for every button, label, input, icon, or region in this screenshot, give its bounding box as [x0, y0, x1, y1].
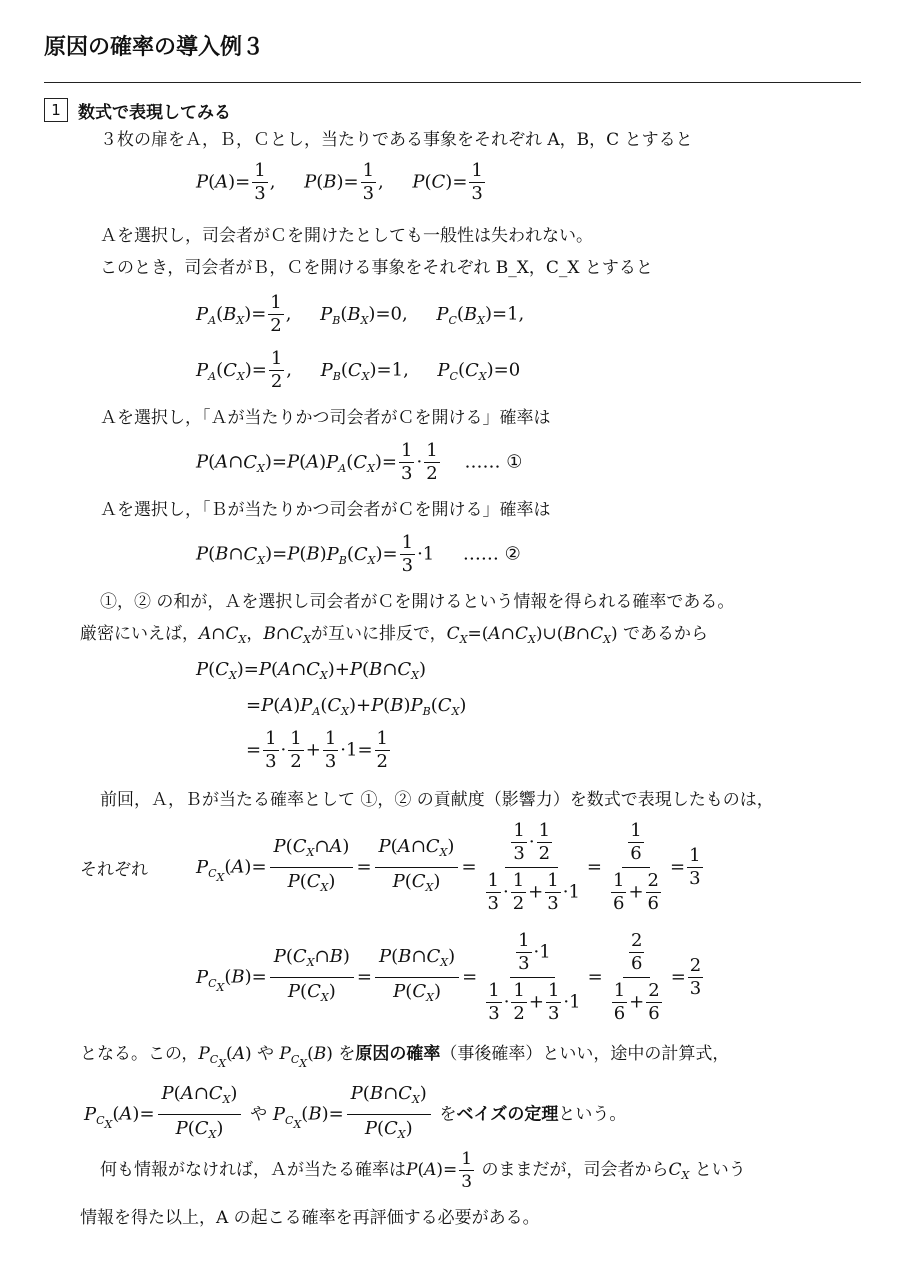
equation-two: $P(B\cap C_X)=P(B)P_B(C_X)=$ $\frac{1}{3}$ ·1 …… ②	[196, 532, 521, 576]
title-divider	[44, 82, 861, 83]
marker-two: …… ②	[462, 543, 521, 565]
equation-total-3: = $\frac{1}{3}$ · $\frac{1}{2}$ + $\frac{1}{3}$ ·1= $\frac{1}{2}$	[246, 728, 388, 772]
paragraph-generality: Ａを選択し，司会者がＣを開けたとしても一般性は失われない。	[100, 226, 593, 246]
label-respectively: それぞれ	[80, 860, 148, 880]
equation-bayes: $P_{C_X}(A)=$ $\frac{P(A\cap C_X)}{P(C_X)}$ や $P_{C_X}(B)=$ $\frac{P(B\cap C_X)}{P(C_X)}$ をベイズの定理という。	[84, 1083, 627, 1141]
marker-one: …… ①	[464, 451, 523, 473]
page-title: 原因の確率の導入例３	[44, 35, 265, 60]
equation-total-1: $P(C_X)=P(A\cap C_X)+P(B\cap C_X)$	[196, 659, 427, 682]
equation-one: $P(A\cap C_X)=P(A)P_A(C_X)=$ $\frac{1}{3}$ · $\frac{1}{2}$ …… ①	[196, 440, 523, 484]
term-bayes: ベイズの定理	[456, 1104, 559, 1125]
section-heading: 数式で表現してみる	[78, 103, 231, 123]
paragraph-case-a: Ａを選択し，「Ａが当たりかつ司会者がＣを開ける」確率は	[100, 408, 551, 428]
section-number: 1	[44, 98, 68, 122]
paragraph-previous: 前回，Ａ，Ｂが当たる確率として ①，② の貢献度（影響力）を数式で表現したものは，	[100, 790, 774, 810]
paragraph-conclusion: 情報を得た以上，A の起こる確率を再評価する必要がある。	[80, 1208, 540, 1228]
paragraph-strict: 厳密にいえば，$A\cap C_X$，$B\cap C_X$が互いに排反で，$C_X=(A\cap C_X)\cup(B\cap C_X)$ であるから	[80, 624, 708, 646]
paragraph-case-b: Ａを選択し，「Ｂが当たりかつ司会者がＣを開ける」確率は	[100, 500, 551, 520]
paragraph-reevaluate: 何も情報がなければ，Ａが当たる確率はP(A)= $\frac{1}{3}$ のままだが，司会者から$C_X$ という	[100, 1149, 746, 1192]
equation-total-2: $=P(A)P_A(C_X)+P(B)P_B(C_X)$	[246, 695, 467, 718]
paragraph-host-events: このとき，司会者がＢ，Ｃを開ける事象をそれぞれ B_X，C_X とすると	[100, 258, 653, 278]
paragraph-posterior-def: となる。この，$P_{C_X}(A)$ や $P_{C_X}(B)$ を原因の確率（事後確率）といい，途中の計算式，	[80, 1044, 730, 1070]
equation-conditional-b: $P_A(B_X)=$ $\frac{1}{2}$ , $P_B(B_X)=0$, $P_C(B_X)=1$,	[196, 292, 525, 336]
equation-posterior-a: $P_{C_X}(A)=$ $\frac{P(C_X\cap A)}{P(C_X)}$ = $\frac{P(A\cap C_X)}{P(C_X)}$ = $\frac{1}{3}$ · $\frac{1}{2}$ $\frac{1}{3}$ · $\frac{1}{2}$ + $\frac{1}{3}$ ·1 = $\frac{1}{6}$ $\frac{1}{6}$ + $\frac{2}{6}$ = $\frac{1}{3}$	[196, 820, 701, 914]
equation-conditional-c: $P_A(C_X)=$ $\frac{1}{2}$ , $P_B(C_X)=1$, $P_C(C_X)=0$	[196, 348, 521, 392]
paragraph-doors: ３枚の扉をＡ，Ｂ，Ｃとし，当たりである事象をそれぞれ A，B，C とすると	[100, 130, 693, 150]
term-posterior: 原因の確率	[355, 1044, 441, 1064]
equation-posterior-b: $P_{C_X}(B)=$ $\frac{P(C_X\cap B)}{P(C_X)}$ = $\frac{P(B\cap C_X)}{P(C_X)}$ = $\frac{1}{3}$ ·1 $\frac{1}{3}$ · $\frac{1}{2}$ + $\frac{1}{3}$ ·1 = $\frac{2}{6}$ $\frac{1}{6}$ + $\frac{2}{6}$ = $\frac{2}{3}$	[196, 930, 702, 1024]
equation-prior: P(A)= $\frac{1}{3}$ , P(B)= $\frac{1}{3}$ , P(C)= $\frac{1}{3}$	[196, 160, 483, 204]
paragraph-sum: ①，② の和が，Ａを選択し司会者がＣを開けるという情報を得られる確率である。	[100, 592, 735, 612]
